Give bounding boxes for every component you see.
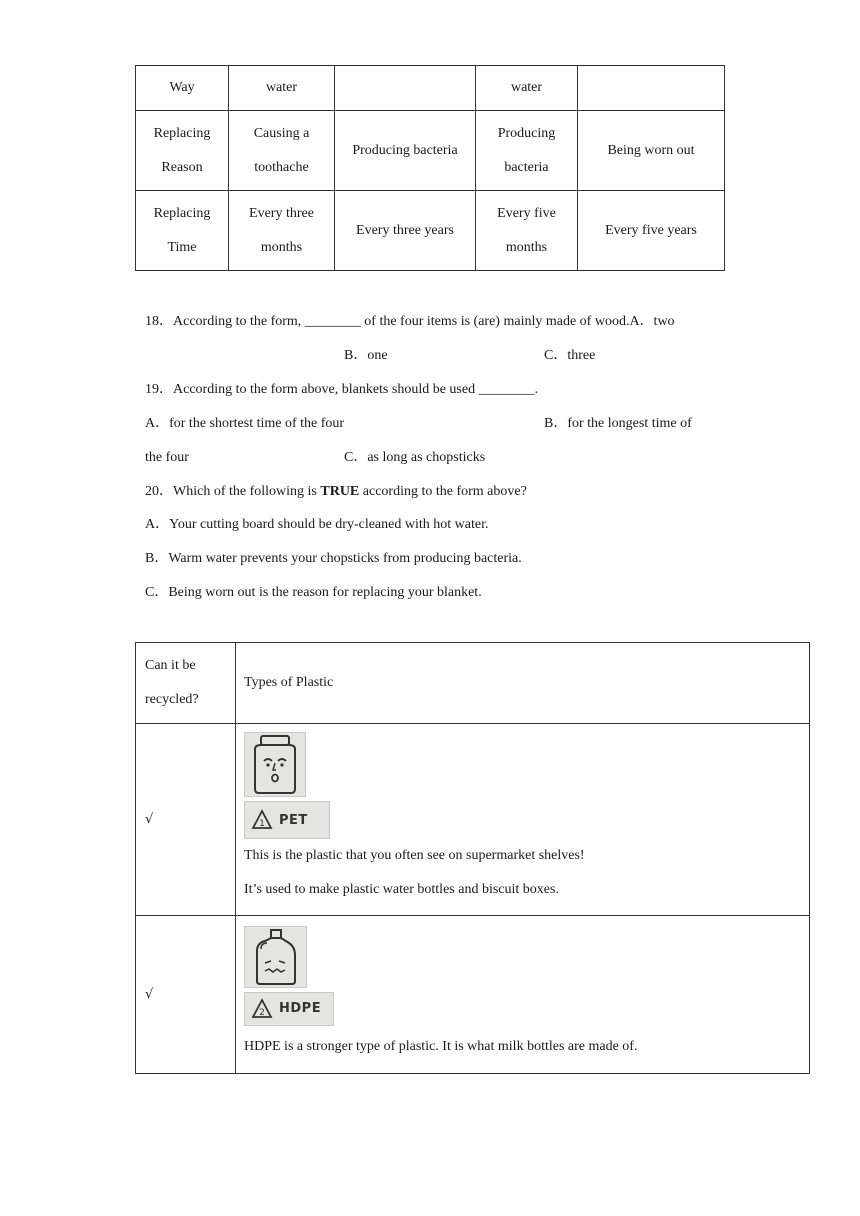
plastics-table [135, 642, 810, 1074]
question-20-option-a[interactable]: A．Your cutting board should be dry-cleaned with hot water. [145, 517, 489, 532]
table-cell: Every three years [335, 191, 476, 271]
table-header-row [136, 643, 810, 724]
table-cell: Producing bacteria [476, 111, 578, 191]
question-20-option-c[interactable]: C．Being worn out is the reason for replacing your blanket. [145, 585, 482, 600]
question-19-option-b[interactable]: B．for the longest time of [544, 416, 692, 431]
table-cell: Causing a toothache [229, 111, 335, 191]
table-row [136, 724, 810, 916]
question-18-stem: 18．According to the form, ________ of the four items is (are) mainly made of wood.A．two [145, 314, 675, 329]
table-cell: Producing bacteria [335, 111, 476, 191]
question-20-stem: 20．Which of the following is TRUE according to the form above? [145, 484, 527, 499]
question-18-option-c[interactable]: C．three [544, 348, 596, 363]
recyclable-mark: √ [136, 724, 236, 916]
description-line: It’s used to make plastic water bottles and biscuit boxes. [244, 882, 559, 897]
question-19-stem: 19．According to the form above, blankets should be used ________. [145, 382, 539, 397]
table-cell: water [229, 66, 335, 111]
question-19-option-c[interactable]: C．as long as chopsticks [344, 450, 486, 465]
table-row [136, 916, 810, 1074]
recycle-code-badge-hdpe: 2 HDPE [244, 992, 334, 1026]
header-recyclable: Can it be recycled? [136, 643, 236, 724]
table-cell: Every three months [229, 191, 335, 271]
recycle-triangle-icon [251, 998, 273, 1020]
question-19-option-b-continued: the four [145, 450, 189, 465]
svg-text:2: 2 [259, 1007, 265, 1018]
description-line: HDPE is a stronger type of plastic. It is what milk bottles are made of. [244, 1038, 638, 1054]
plastic-description [236, 916, 810, 1074]
jug-face-icon [244, 926, 307, 988]
svg-text:1: 1 [259, 819, 265, 829]
question-19-option-a[interactable]: A．for the shortest time of the four [145, 416, 345, 431]
description-line: This is the plastic that you often see on supermarket shelves! [244, 848, 585, 863]
table-cell: Every five months [476, 191, 578, 271]
table-cell: water [476, 66, 578, 111]
table-cell: Every five years [578, 191, 725, 271]
emphasis-true: TRUE [320, 484, 360, 499]
header-types: Types of Plastic [236, 643, 810, 724]
table-cell: Being worn out [578, 111, 725, 191]
recycle-triangle-icon [251, 809, 273, 831]
table-row [136, 111, 725, 191]
table-cell [335, 66, 476, 111]
recyclable-mark: √ [136, 916, 236, 1074]
replacement-table [135, 65, 725, 271]
question-18-option-b[interactable]: B．one [344, 348, 388, 363]
table-cell: Way [136, 66, 229, 111]
table-cell: Replacing Time [136, 191, 229, 271]
recycle-code-badge-pet: 1 PET [244, 801, 330, 839]
question-20-option-b[interactable]: B．Warm water prevents your chopsticks from producing bacteria. [145, 551, 522, 566]
table-row [136, 191, 725, 271]
table-cell [578, 66, 725, 111]
plastic-description [236, 724, 810, 916]
jar-face-icon [244, 732, 306, 797]
table-row [136, 66, 725, 111]
table-cell: Replacing Reason [136, 111, 229, 191]
